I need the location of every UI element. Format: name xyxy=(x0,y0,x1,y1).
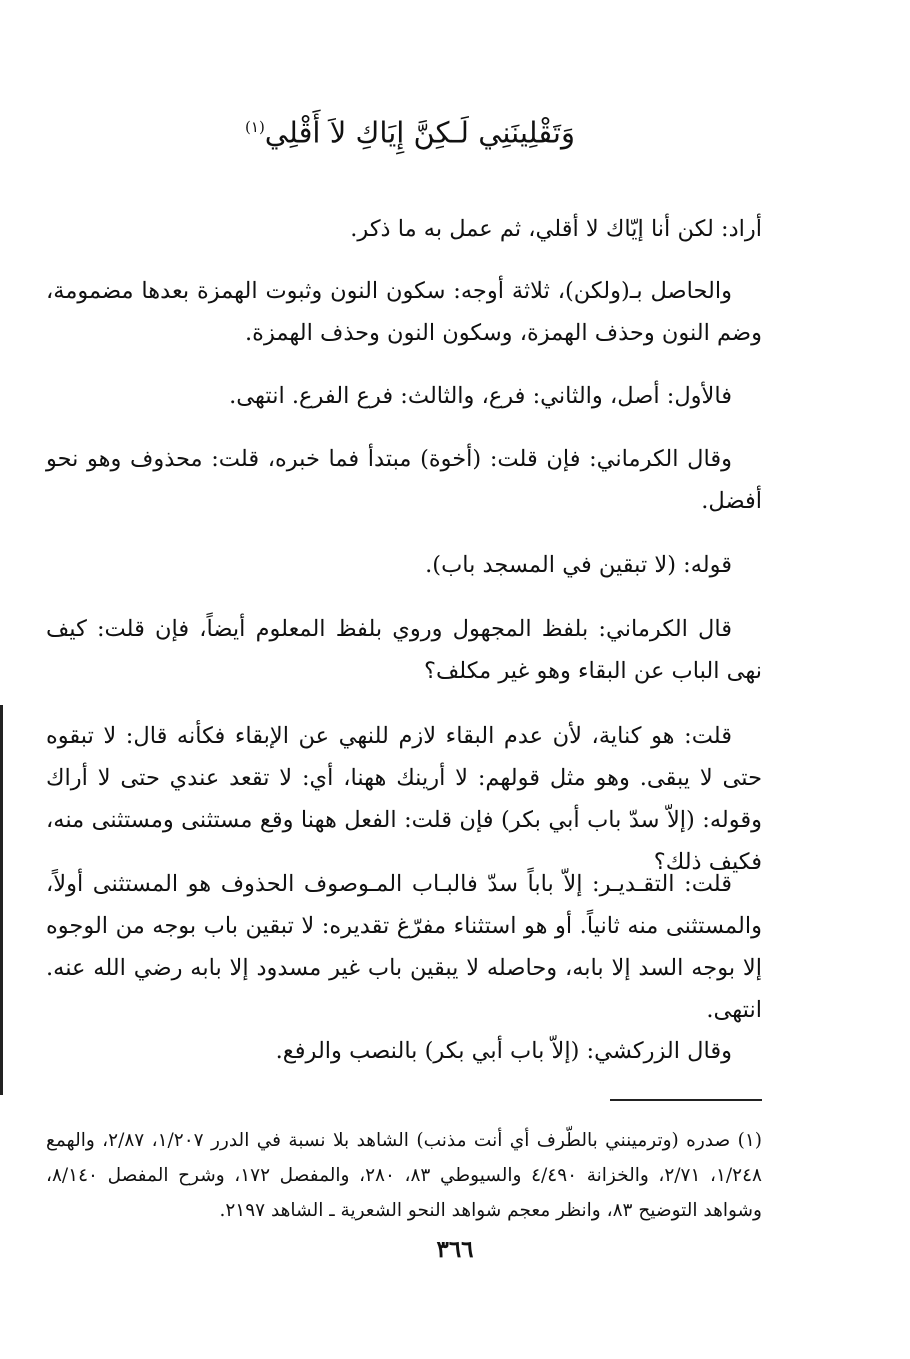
paragraph-3: فالأول: أصل، والثاني: فرع، والثالث: فرع الفرع. انتهى. xyxy=(229,383,732,409)
footnote: (١) صدره (وترمينني بالطّرف أي أنت مذنب) الشاهد بلا نسبة في الدرر ١/٢٠٧، ٢/٨٧، والهمع ١/٢٤٨، ٢/٧١، والخزانة ٤/٤٩٠ والسيوطي ٨٣، ٢٨٠، والمفصل ١٧٢، وشرح المفصل ٨/١٤٠، وشواهد التوضيح ٨٣، وانظر معجم شواهد النحو الشعرية ـ الشاهد ٢١٩٧. xyxy=(46,1130,762,1221)
footnote-separator xyxy=(610,1099,762,1101)
paragraph-9: وقال الزركشي: (إلاّ باب أبي بكر) بالنصب والرفع. xyxy=(275,1038,732,1064)
verse-text: وَتَقْلِينَنِي لَـكِنَّ إِيَاكِ لاَ أَقْلِي xyxy=(264,115,575,150)
paragraph-7: قلت: هو كناية، لأن عدم البقاء لازم للنهي عن الإبقاء فكأنه قال: لا تبقوه حتى لا يبقى. وهو مثل قولهم: لا أرينك ههنا، أي: لا تقعد عندي حتى لا أراك وقوله: (إلاّ سدّ باب أبي بكر) فإن قلت: الفعل ههنا وقع مستثنى ومستثنى منه، فكيف ذلك؟ xyxy=(46,723,762,875)
footnote-ref: (١) xyxy=(245,118,265,136)
paragraph-2: والحاصل بـ(ولكن)، ثلاثة أوجه: سكون النون وثبوت الهمزة بعدها مضمومة، وضم النون وحذف الهمزة، وسكون النون وحذف الهمزة. xyxy=(46,278,762,346)
paragraph-6: قال الكرماني: بلفظ المجهول وروي بلفظ المعلوم أيضاً، فإن قلت: كيف نهى الباب عن البقاء وهو غير مكلف؟ xyxy=(46,616,762,684)
paragraph-4: وقال الكرماني: فإن قلت: (أخوة) مبتدأ فما خبره، قلت: محذوف وهو نحو أفضل. xyxy=(46,446,762,514)
paragraph-8: قلت: التقـديـر: إلاّ باباً سدّ فالبـاب المـوصوف الحذوف هو المستثنى أولاً، والمستثنى منه ثانياً. أو هو استثناء مفرّغ تقديره: لا تبقين باب بوجه من الوجوه إلا بوجه السد إلا بابه، وحاصله لا يبقين باب غير مسدود إلا بابه رضي الله عنه. انتهى. xyxy=(46,871,762,1023)
paragraph-1: أراد: لكن أنا إيّاك لا أقلي، ثم عمل به ما ذكر. xyxy=(350,216,762,242)
verse-line xyxy=(150,102,670,158)
page-number: ٣٦٦ xyxy=(436,1236,474,1263)
paragraph-5: قوله: (لا تبقين في المسجد باب). xyxy=(425,552,732,578)
page-edge-line xyxy=(0,705,3,1095)
